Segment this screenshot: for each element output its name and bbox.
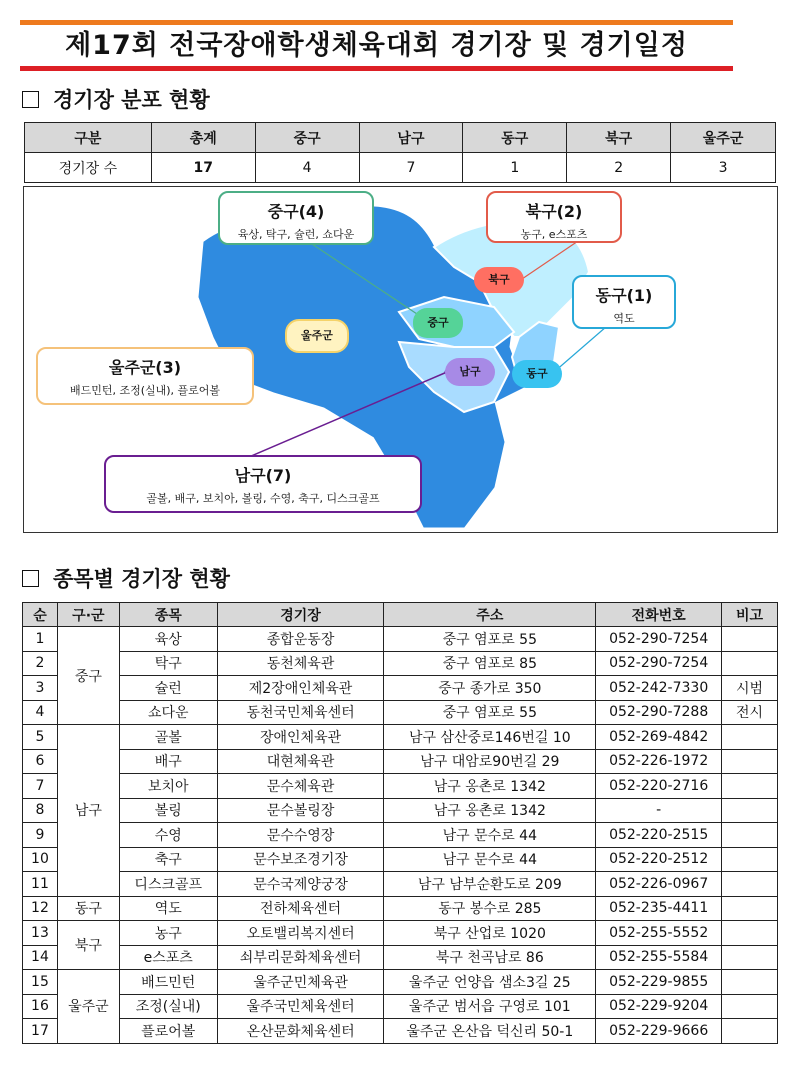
- checkbox-square-icon: [22, 91, 39, 108]
- note-cell: [722, 651, 778, 676]
- sport-cell: 수영: [119, 823, 217, 848]
- row-number-cell: 10: [23, 847, 58, 872]
- address-cell: 울주군 온산읍 덕신리 50-1: [384, 1019, 596, 1044]
- phone-cell: 052-242-7330: [596, 676, 722, 701]
- note-cell: [722, 847, 778, 872]
- venue-table: [22, 602, 778, 1044]
- row-number-cell: 2: [23, 651, 58, 676]
- summary-cell: 경기장 수: [25, 153, 152, 183]
- phone-cell: 052-255-5584: [596, 945, 722, 970]
- callout-sports: 농구, e스포츠: [520, 228, 588, 241]
- summary-header-cell: 북구: [567, 123, 671, 153]
- district-cell: 동구: [57, 896, 119, 921]
- venue-name-cell: 울주군민체육관: [217, 970, 384, 995]
- table-row: [23, 994, 778, 1019]
- sport-cell: e스포츠: [119, 945, 217, 970]
- table-row: [23, 896, 778, 921]
- district-cell: 북구: [57, 921, 119, 970]
- table-row: [23, 676, 778, 701]
- table-row: [23, 798, 778, 823]
- sport-cell: 쇼다운: [119, 700, 217, 725]
- venue-name-cell: 문수국제양궁장: [217, 872, 384, 897]
- row-number-cell: 9: [23, 823, 58, 848]
- table-row: [23, 749, 778, 774]
- venue-name-cell: 문수수영장: [217, 823, 384, 848]
- venue-name-cell: 문수체육관: [217, 774, 384, 799]
- page-title: 제17회 전국장애학생체육대회 경기장 및 경기일정: [65, 30, 688, 61]
- table-row: [23, 627, 778, 652]
- phone-cell: 052-235-4411: [596, 896, 722, 921]
- address-cell: 남구 남부순환도로 209: [384, 872, 596, 897]
- row-number-cell: 13: [23, 921, 58, 946]
- address-cell: 중구 염포로 55: [384, 700, 596, 725]
- venue-header-cell: 비고: [722, 603, 778, 627]
- venue-name-cell: 전하체육센터: [217, 896, 384, 921]
- dong-label: 동구: [512, 360, 562, 388]
- table-row: [23, 774, 778, 799]
- phone-cell: 052-255-5552: [596, 921, 722, 946]
- phone-cell: -: [596, 798, 722, 823]
- sport-cell: 배구: [119, 749, 217, 774]
- sport-cell: 조정(실내): [119, 994, 217, 1019]
- phone-cell: 052-220-2716: [596, 774, 722, 799]
- address-cell: 울주군 범서읍 구영로 101: [384, 994, 596, 1019]
- summary-cell: 3: [671, 153, 776, 183]
- summary-header-cell: 동구: [463, 123, 567, 153]
- venue-header-cell: 종목: [119, 603, 217, 627]
- section-heading-venues: 종목별 경기장 현황: [22, 563, 230, 593]
- note-cell: [722, 1019, 778, 1044]
- row-number-cell: 3: [23, 676, 58, 701]
- row-number-cell: 6: [23, 749, 58, 774]
- callout-title: 울주군(3): [108, 358, 182, 377]
- phone-cell: 052-226-0967: [596, 872, 722, 897]
- row-number-cell: 5: [23, 725, 58, 750]
- address-cell: 남구 옹촌로 1342: [384, 798, 596, 823]
- table-row: [23, 847, 778, 872]
- note-cell: [722, 749, 778, 774]
- phone-cell: 052-290-7288: [596, 700, 722, 725]
- district-cell: 울주군: [57, 970, 119, 1044]
- address-cell: 북구 산업로 1020: [384, 921, 596, 946]
- venue-name-cell: 제2장애인체육관: [217, 676, 384, 701]
- summary-header-cell: 울주군: [671, 123, 776, 153]
- table-row: [23, 700, 778, 725]
- summary-header-cell: 구분: [25, 123, 152, 153]
- address-cell: 남구 삼산중로146번길 10: [384, 725, 596, 750]
- row-number-cell: 14: [23, 945, 58, 970]
- table-row: [23, 945, 778, 970]
- venue-name-cell: 쇠부리문화체육센터: [217, 945, 384, 970]
- summary-cell: 4: [255, 153, 359, 183]
- summary-cell: 7: [359, 153, 463, 183]
- phone-cell: 052-269-4842: [596, 725, 722, 750]
- row-number-cell: 8: [23, 798, 58, 823]
- note-cell: [722, 994, 778, 1019]
- venue-name-cell: 장애인체육관: [217, 725, 384, 750]
- phone-cell: 052-220-2512: [596, 847, 722, 872]
- summary-table: [24, 122, 776, 183]
- address-cell: 동구 봉수로 285: [384, 896, 596, 921]
- ulju-label: 울주군: [285, 319, 349, 353]
- venue-header-row: [23, 603, 778, 627]
- callout-sports: 배드민턴, 조정(실내), 플로어볼: [69, 384, 221, 397]
- venue-name-cell: 종합운동장: [217, 627, 384, 652]
- note-cell: [722, 872, 778, 897]
- venue-name-cell: 문수보조경기장: [217, 847, 384, 872]
- note-cell: [722, 896, 778, 921]
- sport-cell: 육상: [119, 627, 217, 652]
- sport-cell: 플로어볼: [119, 1019, 217, 1044]
- summary-cell: 2: [567, 153, 671, 183]
- district-cell: 중구: [57, 627, 119, 725]
- summary-header-cell: 중구: [255, 123, 359, 153]
- venue-name-cell: 대현체육관: [217, 749, 384, 774]
- note-cell: [722, 725, 778, 750]
- callout-sports: 골볼, 배구, 보치아, 볼링, 수영, 축구, 디스크골프: [146, 492, 380, 505]
- sport-cell: 슐런: [119, 676, 217, 701]
- address-cell: 북구 천곡남로 86: [384, 945, 596, 970]
- phone-cell: 052-290-7254: [596, 651, 722, 676]
- address-cell: 남구 문수로 44: [384, 847, 596, 872]
- sport-cell: 보치아: [119, 774, 217, 799]
- table-row: [23, 970, 778, 995]
- note-cell: [722, 945, 778, 970]
- address-cell: 남구 문수로 44: [384, 823, 596, 848]
- address-cell: 울주군 언양읍 샘소3길 25: [384, 970, 596, 995]
- phone-cell: 052-220-2515: [596, 823, 722, 848]
- phone-cell: 052-226-1972: [596, 749, 722, 774]
- callout-nam: [104, 455, 422, 513]
- phone-cell: 052-229-9855: [596, 970, 722, 995]
- address-cell: 중구 염포로 55: [384, 627, 596, 652]
- address-cell: 남구 대암로90번길 29: [384, 749, 596, 774]
- sport-cell: 축구: [119, 847, 217, 872]
- nam-label: 남구: [445, 358, 495, 386]
- summary-header-cell: 총계: [151, 123, 255, 153]
- table-row: [23, 725, 778, 750]
- summary-header-row: [25, 123, 776, 153]
- table-row: [23, 1019, 778, 1044]
- summary-data-row: [25, 153, 776, 183]
- address-cell: 남구 옹촌로 1342: [384, 774, 596, 799]
- phone-cell: 052-229-9666: [596, 1019, 722, 1044]
- row-number-cell: 15: [23, 970, 58, 995]
- venue-map: [23, 186, 778, 533]
- buk-label: 북구: [474, 267, 524, 293]
- address-cell: 중구 종가로 350: [384, 676, 596, 701]
- callout-buk: [486, 191, 622, 243]
- callout-title: 북구(2): [525, 202, 583, 221]
- venue-header-cell: 구·군: [57, 603, 119, 627]
- venue-header-cell: 순: [23, 603, 58, 627]
- note-cell: 시범: [722, 676, 778, 701]
- callout-sports: 육상, 탁구, 슐런, 쇼다운: [237, 228, 355, 241]
- phone-cell: 052-229-9204: [596, 994, 722, 1019]
- venue-name-cell: 울주국민체육센터: [217, 994, 384, 1019]
- row-number-cell: 4: [23, 700, 58, 725]
- row-number-cell: 17: [23, 1019, 58, 1044]
- note-cell: [722, 970, 778, 995]
- row-number-cell: 11: [23, 872, 58, 897]
- callout-sports: 역도: [613, 312, 635, 325]
- venue-header-cell: 주소: [384, 603, 596, 627]
- venue-name-cell: 문수볼링장: [217, 798, 384, 823]
- table-row: [23, 921, 778, 946]
- row-number-cell: 16: [23, 994, 58, 1019]
- table-row: [23, 651, 778, 676]
- section-heading-distribution: 경기장 분포 현황: [22, 84, 210, 114]
- sport-cell: 역도: [119, 896, 217, 921]
- checkbox-square-icon: [22, 570, 39, 587]
- callout-jung: [218, 191, 374, 245]
- venue-header-cell: 전화번호: [596, 603, 722, 627]
- note-cell: [722, 921, 778, 946]
- venue-name-cell: 동천체육관: [217, 651, 384, 676]
- callout-dong: [572, 275, 676, 329]
- row-number-cell: 7: [23, 774, 58, 799]
- sport-cell: 탁구: [119, 651, 217, 676]
- note-cell: [722, 823, 778, 848]
- jung-label: 중구: [413, 308, 463, 338]
- venue-name-cell: 동천국민체육센터: [217, 700, 384, 725]
- row-number-cell: 12: [23, 896, 58, 921]
- row-number-cell: 1: [23, 627, 58, 652]
- summary-header-cell: 남구: [359, 123, 463, 153]
- district-cell: 남구: [57, 725, 119, 897]
- table-row: [23, 823, 778, 848]
- note-cell: [722, 627, 778, 652]
- table-row: [23, 872, 778, 897]
- sport-cell: 디스크골프: [119, 872, 217, 897]
- venue-name-cell: 온산문화체육센터: [217, 1019, 384, 1044]
- callout-title: 남구(7): [234, 466, 292, 485]
- sport-cell: 농구: [119, 921, 217, 946]
- sport-cell: 볼링: [119, 798, 217, 823]
- callout-title: 동구(1): [595, 286, 653, 305]
- note-cell: [722, 798, 778, 823]
- note-cell: 전시: [722, 700, 778, 725]
- venue-name-cell: 오토밸리복지센터: [217, 921, 384, 946]
- title-bottom-bar: [20, 66, 733, 71]
- sport-cell: 골볼: [119, 725, 217, 750]
- sport-cell: 배드민턴: [119, 970, 217, 995]
- summary-cell-total: 17: [151, 153, 255, 183]
- address-cell: 중구 염포로 85: [384, 651, 596, 676]
- callout-title: 중구(4): [267, 202, 325, 221]
- venue-header-cell: 경기장: [217, 603, 384, 627]
- phone-cell: 052-290-7254: [596, 627, 722, 652]
- callout-ulju: [36, 347, 254, 405]
- note-cell: [722, 774, 778, 799]
- summary-cell: 1: [463, 153, 567, 183]
